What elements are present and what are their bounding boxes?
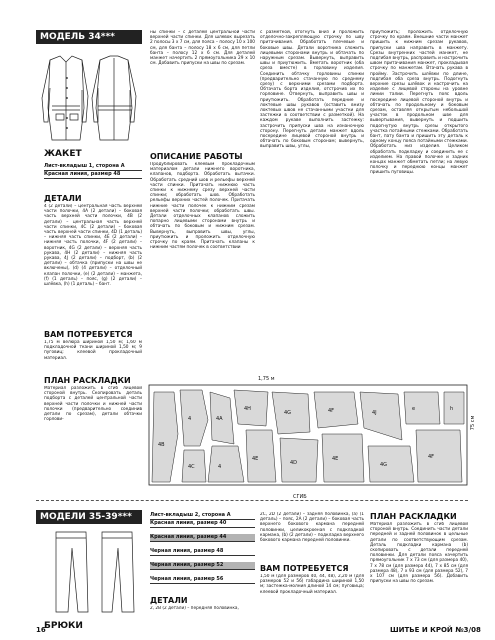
trousers-size-44: Красная линия, размер 44 [150,534,255,542]
column-4-text: приутюжить; проложить отделочную строчку по краям. Внешние части манжет пришить к нижним срезам рукавов, припуски шва направить в манжету. Срезы внутренних частей манжет, не подгибая внутрь, расправить и настрочить швом притачивания манжет, прокладывая строчку по манжетам. Втачать рукава в пройму. Застрочить шлёвки по длине, подгибая оба среза внутрь. Подогнуть верхние срезы шлёвок и настрочить на изделие с лицевой стороны на уровне линии талии. Перегнуть пояс вдоль посередине лицевой стороной внутрь и обтачать по продольному и боковым срезам, оставляя открытым небольшой участок в продольном шве для вывертывания, вывернуть и подшить подогнутую внутрь срезы открытого участка потайными стежками. Обработать бант, пату банта и пришить эту деталь к одному концу пояса потайными стежками. Обработать низ изделия. Целиком обработать подкладку и соединить ее с изделием. На правой полочке и задних концах манжет обметать петли; на левую полочку и переднюю концы манжет пришить пуговицы. [370,30,468,176]
trousers-size-40: Красная линия, размер 40 [150,520,255,528]
svg-text:4A: 4A [216,416,223,422]
trousers-illustration [44,528,144,614]
trousers-size-48: Черная линия, размер 48 [150,548,255,556]
svg-text:4E: 4E [252,456,259,462]
layout-plan-text: Материал разложить в сгиб лицевой стороной внутрь. Скопировать деталь подборта с деталей центральной части верхней части полочки и нижней части полочки (предварительно соединив детали по срезам), детали обтачки горлови- [44,386,142,423]
svg-text:4H: 4H [244,406,251,412]
jacket-illustration [36,48,146,148]
garment-title-trousers: БРЮКИ [44,621,83,631]
model-34-title-bar: МОДЕЛЬ 34*** [36,30,142,44]
fold-label: СГИБ [293,494,307,500]
svg-text:4F: 4F [328,408,335,414]
trousers-plan-heading: ПЛАН РАСКЛАДКИ [370,512,457,521]
svg-text:4C: 4C [188,464,195,470]
svg-text:h: h [450,406,454,412]
column-3-text: с разметкой, отогнуть вниз и проложить отделочно-закрепляющую строчку по шву притачивания. Обработать плечевые и боковые швы. Детали воротника сложить лицевыми сторонами внутрь и обтачать по наружным срезам. Вывернуть, выправить швы и приутюжить. Вметать воротник (оба среза вместе) в горловину изделия. Соединить обтачку горловины спинки (предварительно стачанную по среднему срезу) с верхними срезами подборта. Обтачать борта изделия, отстрочив их по горловине. Отвернуть, выправить швы и приутюжить. Обработать передние и локтевые швы рукавов (оставить внизу локтевых швов не стачанными участки для застежки в соответствии с разметкой). На каждом рукаве выполнить застежку: застрочить припуски шва на изнаночную сторону. Перегнуть детали манжет вдоль посередине лицевой стороной внутрь и обтачать по боковым сторонам; вывернуть, выправить швы, углы, [260,30,364,150]
svg-text:4D: 4D [290,460,298,466]
magazine-issue: ШИТЬЕ И КРОЙ №3/08 [390,626,481,634]
layout-plan-heading: ПЛАН РАСКЛАДКИ [44,376,131,385]
trousers-details-text: 2, 2В (2 детали) – передняя половинка, [150,606,239,611]
garment-title-jacket: ЖАКЕТ [44,149,82,159]
section-divider [36,500,468,501]
trousers-plan-text: Материал разложить в сгиб лицевой стороной внутрь. Соединить части детали передней и задней половинок в цельные детали по соответствующим срезам. Деталь подкладки кармана (b) скопировать с детали передней половинки. Для детали пояса начертить прямоугольник 7 х 73 см (для размера 40), 7 х 78 см (для размера 44), 7 х 85 см (для размера 48), 7 х 93 см (для размера 52), 7 х 107 см (для размера 56). Добавить припуски на швы по срезам. [370,522,468,585]
svg-text:4: 4 [218,464,222,470]
trousers-size-56: Черная линия, размер 56 [150,576,255,584]
svg-text:4: 4 [188,416,192,422]
pattern-sheet-label: Лист-вкладыш 1, сторона А [44,163,142,171]
svg-text:4G: 4G [284,410,292,416]
column-2-text-b: Продублировать клеевым прокладочным материалом детали нижнего воротника, клапанов, подборта. Обработать вытачки. Обработать средний шов и рельефы верхней части спинки. Притачать нижнюю часть спинки к нижнему срезу верхней части спинки; обработать шов. Обработать рельефы верхних частей полочек. Притачать нижние части полочек к нижним срезам верхней части полочки; обработать швы. Детали отделочных клапанов сложить попарно лицевыми сторонами внутрь и обтачать по боковым и нижним срезам. Вывернуть, выправить швы, углы, приутюжить и проложить отделочную строчку по краям. Притачать клапаны к нижним частям полочек в соответствии [150,162,255,251]
plan-width-label: 1,75 м [258,376,275,382]
model-35-39-title-bar: МОДЕЛИ 35-39*** [36,510,142,524]
svg-text:4E: 4E [332,456,339,462]
materials-heading: ВАМ ПОТРЕБУЕТСЯ [44,330,133,339]
trousers-details-heading: ДЕТАЛИ [150,596,188,605]
trousers-column-3-text: 2С, 2D (2 детали) – задняя половинка, (a) (1 деталь) – пояс, 2A (2 детали) – боковая часть верхнего бокового кармана передней половинки, целикокроеная с подкладкой кармана, (b) (2 детали) – подкладка верхнего бокового кармана передней половинки. [260,512,364,544]
work-description-heading: ОПИСАНИЕ РАБОТЫ [150,152,243,161]
cutting-layout-diagram [148,384,478,492]
svg-text:e: e [412,406,416,412]
trousers-size-52: Черная линия, размер 52 [150,562,255,570]
plan-height-label: 75 см [470,415,477,431]
svg-text:4J: 4J [372,410,377,416]
trousers-pattern-sheet-label: Лист-вкладыш 2, сторона А [150,512,255,520]
materials-text: 1,75 м велюра шириной 1,50 м; 1,60 м подкладочной ткани шириной 1,50 м; 9 пуговиц; клеевой прокладочный материал. [44,340,142,361]
svg-text:4G: 4G [380,462,388,468]
line-size-label: Красная линия, размер 48 [44,171,142,179]
details-text: 4 (2 детали) – центральная часть верхней части полочки, 4А (2 детали) – боковая часть верхней части полочки, 4В (2 детали) – центральная часть верхней части спинки, 4С (2 детали) – боковая часть верхней части спинки, 4D (1 деталь) – нижняя часть спинки, 4Е (2 детали) – нижняя часть полочки, 4F (2 детали) – воротник, 4G (2 детали) – верхняя часть рукава, 4H (2 детали) – нижняя часть рукава, 4J (2 детали) – подборт, (b) (2 детали) – обтачка (припуски на швы не включены), (d) (4 детали) – отделочный клапан полочки, (e) (2 детали) – манжета, (f) (1 деталь) – пояс, (g) (2 детали) – шлёвка, (h) (1 деталь) – бант. [44,204,142,288]
column-2-text-a: ны спинки – с деталей центральной части верхней части спинки. Для шлевок вырезать 2 полосы 3 х 7 см, для пояса – полосу 10 х 100 см, для банта – полосу 18 х 6 см, для петли банта – полосу 12 х 6 см. Для деталей манжет начертить 2 прямоугольника 29 х 10 см. Добавить припуски на швы по срезам. [150,30,255,67]
trousers-materials-text: 1,50 м (для размеров 40, 44, 48), 2,20 м (для размеров 52 и 56) габардина шириной 1,50 м; застежка-молния длиной 14 см; пуговица; клеевой прокладочный материал. [260,574,364,595]
trousers-materials-heading: ВАМ ПОТРЕБУЕТСЯ [260,564,349,573]
svg-text:4F: 4F [428,454,435,460]
details-heading: ДЕТАЛИ [44,194,82,203]
svg-text:4B: 4B [158,442,165,448]
page-number: 16 [36,626,46,634]
